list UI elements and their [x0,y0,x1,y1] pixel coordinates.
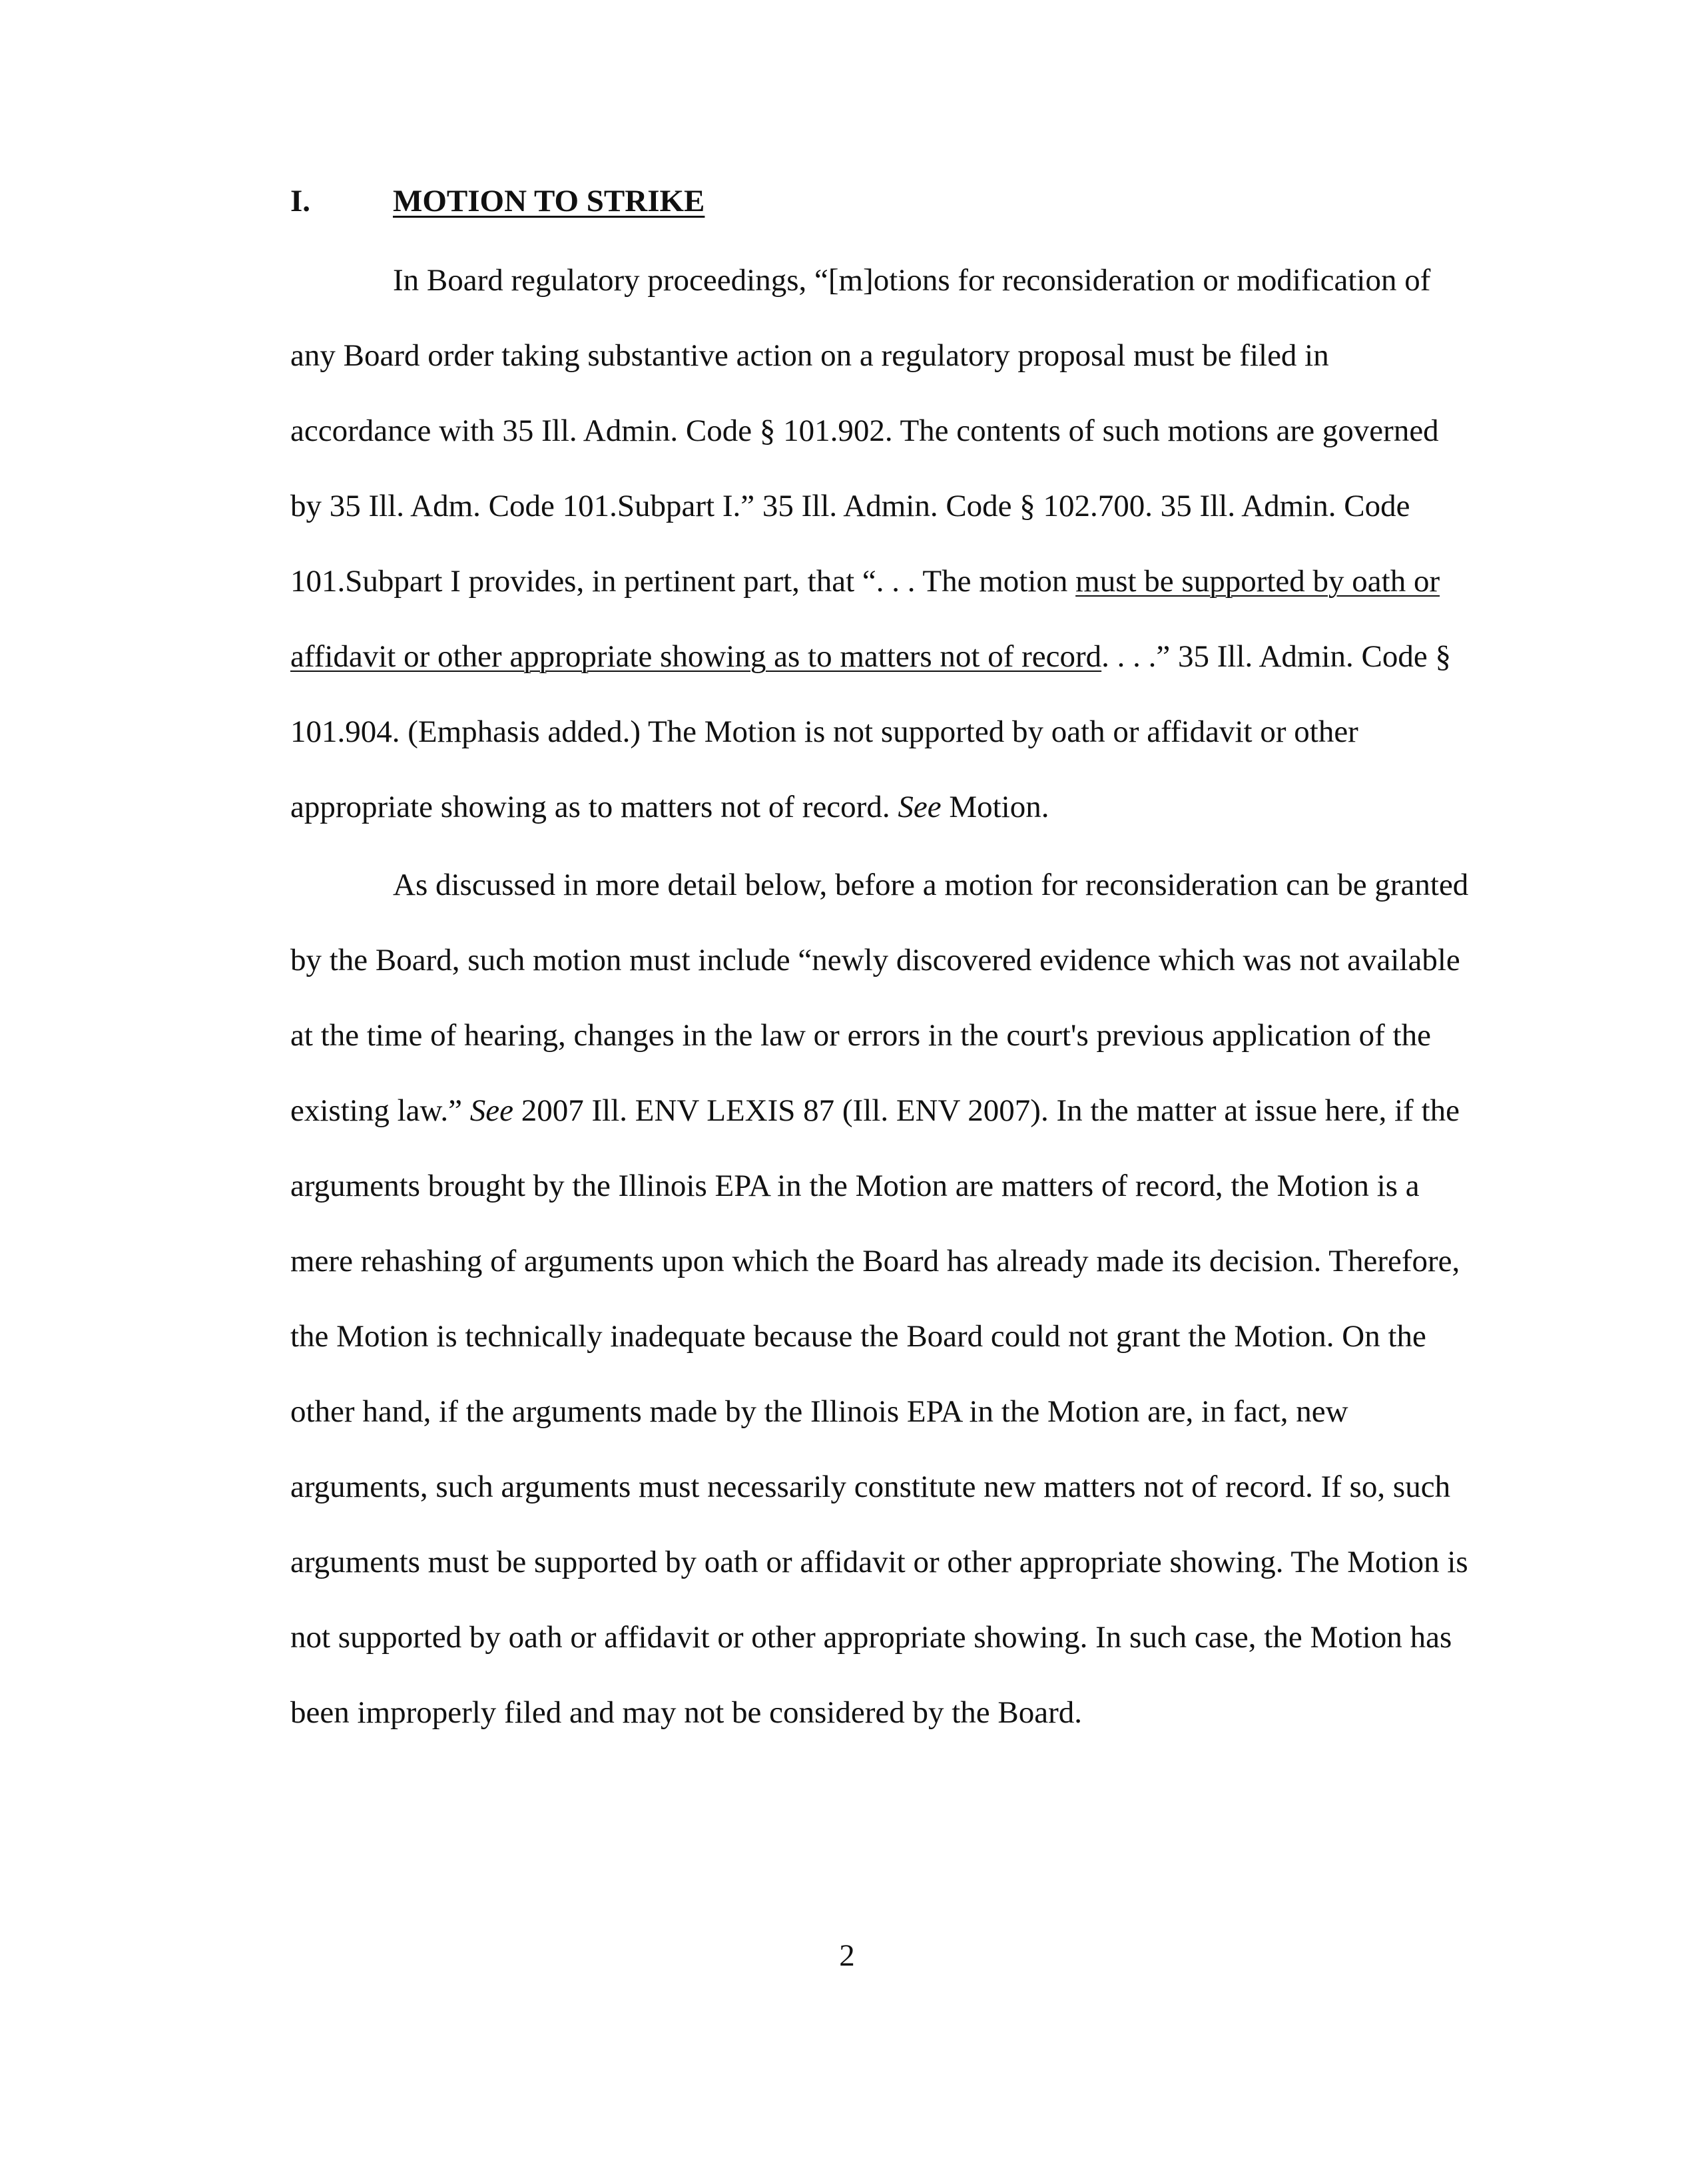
paragraph2-intro: As discussed in more detail below, before a motion for reconsideration can be granted by the Board, such motion must include “newly discovered evidence which was not available at the time of hearing, changes in the law or errors in the court's previous application of the existing law.” [290,868,1469,1128]
paragraph1-after-underline: . . . .” 35 Ill. Admin. Code § 101.904. (Emphasis added.) The Motion is not supported by oath or affidavit or other appropriate showing as to matters not of record. [290,639,1451,824]
paragraph1-underlined-quote: must be supported by oath or affidavit or other appropriate showing as to matters not of record [290,564,1440,674]
paragraph1-see-signal: See [898,790,942,824]
page-number: 2 [839,1938,855,1973]
section-title: MOTION TO STRIKE [393,184,705,218]
paragraph-motion-standards [290,243,1470,845]
paragraph1-ending: Motion. [941,790,1049,824]
paragraph1-intro: In Board regulatory proceedings, “[m]otions for reconsideration or modification of any Board order taking substantive action on a regulatory proposal must be filed in accordance with 35 Ill. Admin. Code § 101.902. The contents of such motions are governed by 35 Ill. Adm. Code 101.Subpart I.” 35 Ill. Admin. Code § 102.700. 35 Ill. Admin. Code 101.Subpart I provides, in pertinent part, that “. . . The motion [290,263,1439,599]
section-heading [290,180,705,222]
paragraph-reconsideration-analysis [290,848,1470,1751]
paragraph2-see-signal: See [469,1093,513,1128]
paragraph2-rest: 2007 Ill. ENV LEXIS 87 (Ill. ENV 2007). In the matter at issue here, if the arguments brought by the Illinois EPA in the Motion are matters of record, the Motion is a mere rehashing of arguments upon which the Board has already made its decision. Therefore, the Motion is technically inadequate because the Board could not grant the Motion. On the other hand, if the arguments made by the Illinois EPA in the Motion are, in fact, new arguments, such arguments must necessarily constitute new matters not of record. If so, such arguments must be supported by oath or affidavit or other appropriate showing. The Motion is not supported by oath or affidavit or other appropriate showing. In such case, the Motion has been improperly filed and may not be considered by the Board. [290,1093,1468,1730]
section-number: I. [290,184,311,218]
